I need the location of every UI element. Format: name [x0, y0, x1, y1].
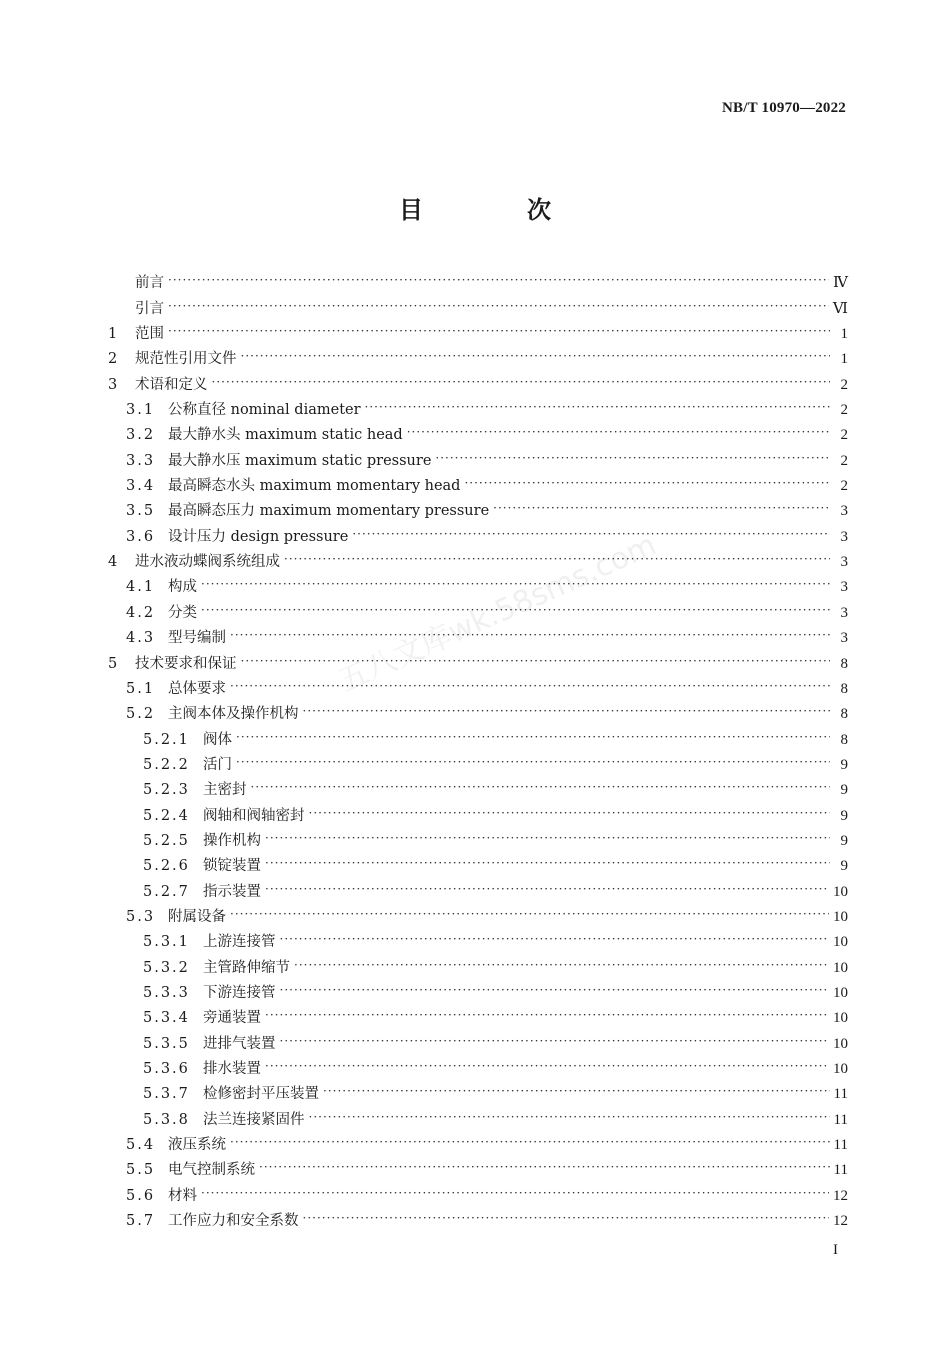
toc-entry-page: 2 [840, 478, 848, 495]
toc-entry-number: 2 [108, 351, 118, 368]
dot-leader [280, 1031, 830, 1051]
dot-leader [265, 853, 830, 873]
toc-entry-label: 工作应力和安全系数 [168, 1213, 299, 1230]
toc-entry[interactable] [108, 319, 848, 344]
toc-entry[interactable] [108, 952, 848, 977]
dot-leader [236, 727, 830, 747]
toc-entry[interactable] [108, 293, 848, 318]
toc-entry-number: 3.6 [126, 528, 156, 545]
toc-entry-number: 5.3.7 [143, 1086, 190, 1103]
toc-entry[interactable] [108, 547, 848, 572]
toc-entry-label: 附属设备 [168, 908, 226, 925]
toc-entry[interactable] [108, 978, 848, 1003]
dot-leader [280, 929, 830, 949]
toc-entry-page: 3 [840, 554, 848, 571]
toc-entry-page: 8 [840, 731, 848, 748]
dot-leader [201, 574, 830, 594]
toc-entry-page: 10 [833, 1010, 848, 1027]
toc-entry-page: 3 [840, 579, 848, 596]
toc-entry-page: 10 [833, 1035, 848, 1052]
dot-leader [435, 448, 830, 468]
toc-entry-label: 总体要求 [168, 680, 226, 697]
toc-entry-page: 9 [840, 832, 848, 849]
toc-entry[interactable] [108, 395, 848, 420]
toc-entry[interactable] [108, 1028, 848, 1053]
toc-entry-number: 5.2.4 [143, 807, 190, 824]
toc-entry-page: Ⅳ [833, 275, 848, 292]
toc-entry-page: 2 [840, 452, 848, 469]
toc-entry[interactable] [108, 1104, 848, 1129]
toc-entry[interactable] [108, 597, 848, 622]
dot-leader [280, 980, 830, 1000]
toc-entry-label: 操作机构 [203, 832, 261, 849]
toc-entry[interactable] [108, 1206, 848, 1231]
toc-entry-page: 11 [833, 1162, 848, 1179]
dot-leader [168, 270, 829, 290]
toc-entry-number: 5.3.2 [143, 959, 190, 976]
toc-entry-label: 主阀本体及操作机构 [168, 706, 299, 723]
toc-entry-page: 9 [840, 858, 848, 875]
toc-entry-page: 12 [833, 1187, 848, 1204]
dot-leader [303, 701, 831, 721]
toc-entry[interactable] [108, 750, 848, 775]
toc-entry-page: 10 [833, 984, 848, 1001]
toc-entry-label: 上游连接管 [203, 934, 276, 951]
dot-leader [265, 1056, 829, 1076]
toc-entry-page: 9 [840, 807, 848, 824]
dot-leader [230, 676, 830, 696]
toc-entry-number: 4 [108, 554, 118, 571]
dot-leader [241, 651, 831, 671]
toc-entry[interactable] [108, 826, 848, 851]
toc-entry-number: 5.3.4 [143, 1010, 190, 1027]
toc-entry-label: 构成 [168, 579, 197, 596]
toc-entry-label: 锁锭装置 [203, 858, 261, 875]
toc-entry-page: 10 [833, 934, 848, 951]
toc-entry-number: 3.4 [126, 478, 156, 495]
toc-entry-page: 12 [833, 1213, 848, 1230]
page-title: 目 次 [399, 196, 591, 224]
dot-leader [201, 1183, 829, 1203]
toc-entry-page: 1 [840, 351, 848, 368]
toc-entry[interactable] [108, 445, 848, 470]
toc-entry-label: 材料 [168, 1187, 197, 1204]
toc-entry[interactable] [108, 420, 848, 445]
toc-entry-number: 5.5 [126, 1162, 156, 1179]
toc-entry-label: 旁通装置 [203, 1010, 261, 1027]
toc-entry-label: 液压系统 [168, 1137, 226, 1154]
toc-entry-number: 5.2 [126, 706, 156, 723]
toc-entry-page: 2 [840, 427, 848, 444]
dot-leader [365, 397, 830, 417]
dot-leader [241, 346, 831, 366]
toc-entry-label: 进水液动蝶阀系统组成 [135, 554, 280, 571]
toc-entry-page: 2 [840, 402, 848, 419]
dot-leader [251, 777, 831, 797]
toc-entry-page: 8 [840, 680, 848, 697]
dot-leader [323, 1081, 830, 1101]
toc-entry-number: 1 [108, 326, 118, 343]
toc-entry-label: 最高瞬态压力 maximum momentary pressure [168, 503, 490, 520]
toc-entry-number: 3.5 [126, 503, 156, 520]
standard-code: NB/T 10970—2022 [722, 100, 846, 116]
toc-entry-label: 前言 [135, 275, 164, 292]
dot-leader [236, 752, 830, 772]
toc-entry-label: 排水装置 [203, 1061, 261, 1077]
toc-entry[interactable] [108, 521, 848, 546]
toc-entry-number: 5.3.8 [143, 1111, 190, 1128]
toc-entry-number: 5.6 [126, 1187, 156, 1204]
page-number: I [833, 1242, 838, 1258]
toc-entry[interactable] [108, 1079, 848, 1104]
toc-entry[interactable] [108, 724, 848, 749]
watermark: 五八文库wk.58sms.com [333, 527, 662, 700]
toc-entry[interactable] [108, 572, 848, 597]
toc-entry-number: 4.3 [126, 630, 156, 647]
dot-leader [352, 524, 830, 544]
toc-entry-number: 5.2.1 [143, 731, 190, 748]
dot-leader [212, 372, 831, 392]
dot-leader [230, 904, 829, 924]
toc-entry-number: 5.3.6 [143, 1061, 190, 1077]
toc-entry-number: 3 [108, 376, 118, 393]
dot-leader [265, 879, 829, 899]
dot-leader [407, 422, 830, 442]
toc-entry-number: 3.2 [126, 427, 156, 444]
toc-entry-label: 主管路伸缩节 [203, 959, 290, 976]
toc-entry-page: 10 [833, 959, 848, 976]
toc-entry[interactable] [108, 369, 848, 394]
toc-entry-number: 5.3.3 [143, 984, 190, 1001]
dot-leader [265, 1005, 829, 1025]
toc-entry[interactable] [108, 496, 848, 521]
toc-entry-page: 11 [833, 1137, 848, 1154]
toc-entry-number: 5.1 [126, 680, 156, 697]
dot-leader [303, 1208, 830, 1228]
toc-entry-label: 检修密封平压装置 [203, 1086, 319, 1103]
toc-entry-label: 技术要求和保证 [135, 655, 237, 672]
dot-leader [464, 473, 830, 493]
dot-leader [294, 955, 829, 975]
toc-entry[interactable] [108, 775, 848, 800]
toc-entry-label: 术语和定义 [135, 376, 208, 393]
toc-entry-label: 阀体 [203, 731, 232, 748]
dot-leader [265, 828, 830, 848]
toc-entry-label: 进排气装置 [203, 1035, 276, 1052]
dot-leader [201, 600, 830, 620]
toc-entry[interactable] [108, 623, 848, 648]
toc-entry-page: 9 [840, 756, 848, 773]
toc-entry-number: 5.4 [126, 1137, 156, 1154]
toc-entry[interactable] [108, 1130, 848, 1155]
toc-entry-number: 5.2.5 [143, 832, 190, 849]
toc-entry[interactable] [108, 699, 848, 724]
dot-leader [284, 549, 830, 569]
toc-entry-number: 5.2.2 [143, 756, 190, 773]
toc-entry[interactable] [108, 1003, 848, 1028]
toc-entry[interactable] [108, 851, 848, 876]
toc-entry[interactable] [108, 1054, 848, 1079]
toc-entry-page: 10 [833, 883, 848, 900]
dot-leader [168, 296, 829, 316]
toc-entry-page: 3 [840, 630, 848, 647]
toc-entry-label: 最高瞬态水头 maximum momentary head [168, 478, 461, 495]
toc-entry[interactable] [108, 927, 848, 952]
toc-entry-label: 型号编制 [168, 630, 226, 647]
toc-entry[interactable] [108, 344, 848, 369]
toc-entry-number: 5.7 [126, 1213, 156, 1230]
toc-entry-page: 11 [833, 1111, 848, 1128]
toc-entry-page: Ⅵ [832, 300, 848, 317]
toc-entry-label: 规范性引用文件 [135, 351, 237, 368]
toc-entry[interactable] [108, 1155, 848, 1180]
toc-entry-label: 引言 [135, 300, 164, 317]
table-of-contents [108, 268, 848, 1231]
toc-entry-page: 8 [840, 655, 848, 672]
toc-entry[interactable] [108, 902, 848, 927]
toc-entry-label: 分类 [168, 604, 197, 621]
toc-entry-page: 3 [840, 503, 848, 520]
toc-entry-label: 最大静水头 maximum static head [168, 427, 403, 444]
toc-entry-label: 法兰连接紧固件 [203, 1111, 305, 1128]
dot-leader [230, 1132, 830, 1152]
toc-entry-number: 5.3.1 [143, 934, 190, 951]
toc-entry-page: 9 [840, 782, 848, 799]
toc-entry-label: 阀轴和阀轴密封 [203, 807, 305, 824]
toc-entry-page: 1 [840, 326, 848, 343]
toc-entry-number: 4.2 [126, 604, 156, 621]
toc-entry-label: 电气控制系统 [168, 1162, 255, 1179]
toc-entry-label: 最大静水压 maximum static pressure [168, 452, 432, 469]
toc-entry-number: 5 [108, 655, 118, 672]
toc-entry-page: 2 [840, 376, 848, 393]
toc-entry-number: 5.2.7 [143, 883, 190, 900]
toc-entry-label: 公称直径 nominal diameter [168, 402, 361, 419]
toc-entry[interactable] [108, 876, 848, 901]
toc-entry-page: 3 [840, 604, 848, 621]
toc-entry-number: 5.2.6 [143, 858, 190, 875]
toc-entry[interactable] [108, 648, 848, 673]
toc-entry-page: 10 [833, 908, 848, 925]
dot-leader [309, 803, 831, 823]
toc-entry-page: 11 [833, 1086, 848, 1103]
dot-leader [259, 1157, 830, 1177]
toc-entry[interactable] [108, 471, 848, 496]
toc-entry[interactable] [108, 674, 848, 699]
toc-entry[interactable] [108, 268, 848, 293]
toc-entry-page: 8 [840, 706, 848, 723]
toc-entry-number: 5.3 [126, 908, 156, 925]
dot-leader [493, 498, 830, 518]
toc-entry-page: 10 [833, 1061, 848, 1077]
toc-entry[interactable] [108, 800, 848, 825]
toc-entry-label: 设计压力 design pressure [168, 528, 349, 545]
toc-entry[interactable] [108, 1180, 848, 1205]
toc-entry-label: 主密封 [203, 782, 247, 799]
toc-entry-number: 5.2.3 [143, 782, 190, 799]
toc-entry-number: 4.1 [126, 579, 156, 596]
dot-leader [309, 1107, 830, 1127]
toc-entry-label: 活门 [203, 756, 232, 773]
toc-entry-number: 5.3.5 [143, 1035, 190, 1052]
toc-entry-label: 指示装置 [203, 883, 261, 900]
toc-entry-number: 3.3 [126, 452, 156, 469]
toc-entry-number: 3.1 [126, 402, 156, 419]
toc-entry-page: 3 [840, 528, 848, 545]
toc-entry-label: 范围 [135, 326, 164, 343]
dot-leader [168, 321, 830, 341]
dot-leader [230, 625, 830, 645]
toc-entry-label: 下游连接管 [203, 984, 276, 1001]
